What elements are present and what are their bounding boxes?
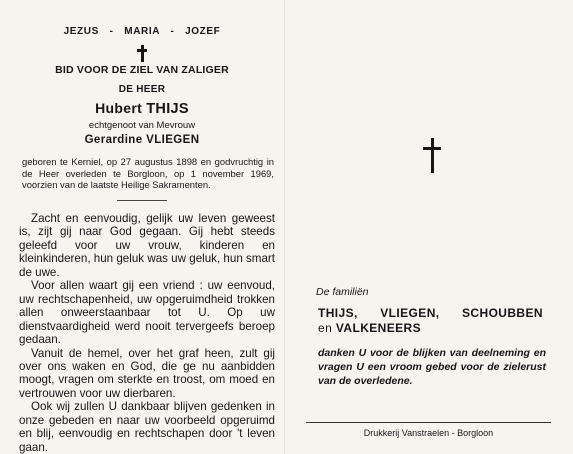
family-names-line: [318, 306, 543, 321]
divider-long: [306, 422, 551, 423]
spouse-first-name: Gerardine: [84, 134, 143, 146]
memorial-poem: [19, 212, 275, 454]
spouse-intro: echtgenoot van Mevrouw: [88, 120, 196, 131]
family-name: THIJS,: [318, 306, 358, 320]
family-names-line: [318, 321, 543, 336]
poem-stanza: Ook wij zullen U dankbaar blijven gedenken in onze gebeden en naar uw voorbeeld opgeruimd en blij, eenvoudig en rechtschapen door 't leven gaan.: [19, 400, 275, 454]
invocation-heading: JEZUS - MARIA - JOZEF: [63, 26, 221, 37]
poem-stanza: Voor allen waart gij een vriend : uw eenvoud, uw rechtschapenheid, uw opgeruimdheid trokken allen onweerstaanbaar tot U. Op uw dienstvaardigheid werd nooit tervergeefs beroep gedaan.: [19, 279, 275, 347]
printer-credit: Drukkerij Vanstraelen - Borgloon: [363, 428, 494, 438]
family-names: [318, 306, 543, 336]
family-conjunction: en: [318, 321, 333, 335]
card-fold-line: [284, 0, 285, 454]
large-cross-icon: [423, 138, 441, 173]
family-name: SCHOUBBEN: [462, 306, 543, 320]
prayer-heading: BID VOOR DE ZIEL VAN ZALIGER: [55, 64, 229, 76]
spouse-name: [0, 134, 284, 146]
divider-short: [117, 200, 167, 201]
poem-stanza: Zacht en eenvoudig, gelijk uw leven geweest is, zijt gij naar God gegaan. Gij hebt steeds geleefd voor uw vrouw, kinderen en kleinkinderen, hun geluk was uw geluk, hun smart de uwe.: [19, 212, 275, 279]
deceased-last-name: THIJS: [146, 101, 189, 117]
family-name: VLIEGEN,: [380, 306, 440, 320]
families-intro: De familiën: [316, 286, 369, 298]
poem-stanza: Vanuit de hemel, over het graf heen, zult gij over ons waken en God, die ge nu aanbidden moogt, vragen om sterkte en troost, om moed en vertrouwen voor uw dierbaren.: [19, 346, 275, 400]
biography-text: geboren te Kerniel, op 27 augustus 1898 en godvruchtig in de Heer overleden te Borgloon, op 1 november 1969, voorzien van de laatste Heilige Sakramenten.: [22, 156, 274, 190]
left-panel: [0, 0, 284, 454]
thanks-text: danken U voor de blijken van deelneming en vragen U een vroom gebed voor de zielerust van de overledene.: [318, 347, 546, 387]
deceased-name: [0, 100, 284, 117]
right-panel: [286, 0, 573, 454]
family-name: VALKENEERS: [335, 321, 422, 335]
title-label: DE HEER: [118, 84, 166, 95]
deceased-first-name: Hubert: [95, 100, 143, 116]
small-cross-icon: [137, 45, 147, 62]
spouse-last-name: VLIEGEN: [146, 134, 200, 146]
